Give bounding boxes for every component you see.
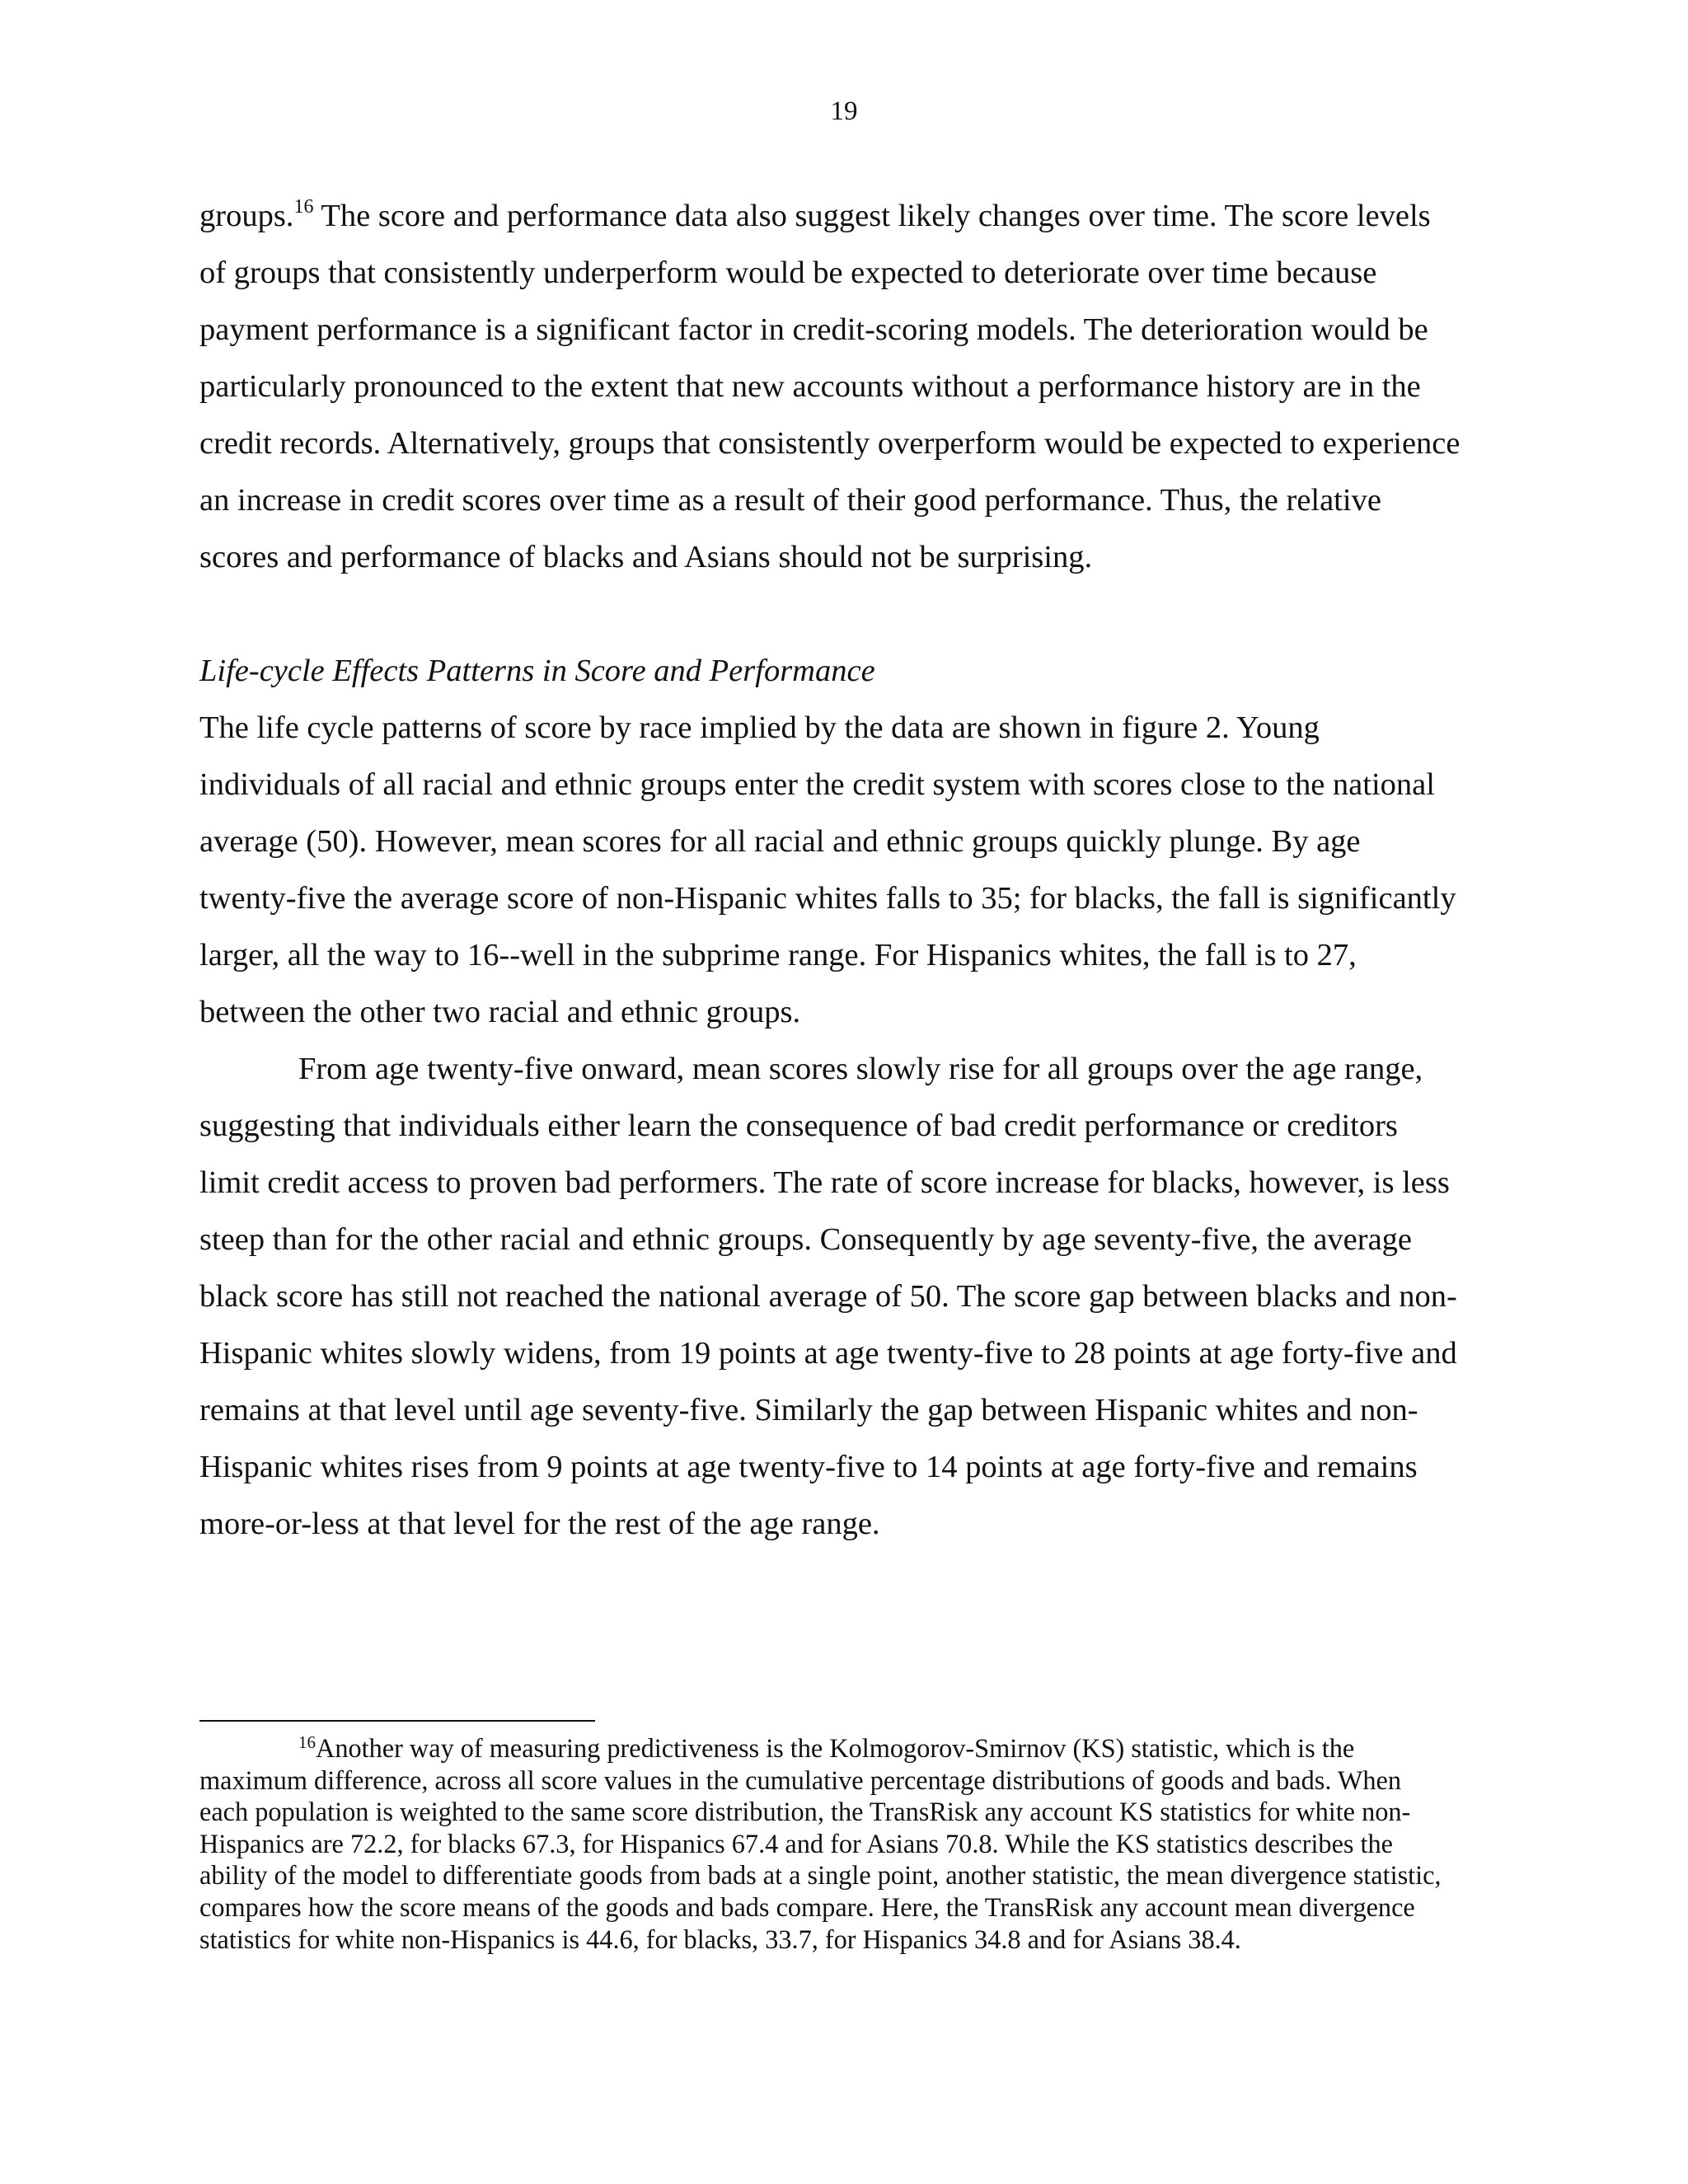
section-heading: Life-cycle Effects Patterns in Score and Performance (199, 654, 875, 688)
paragraph-1 (199, 188, 1461, 586)
body-text (199, 188, 1461, 1553)
paragraph-1-text: The score and performance data also suggest likely changes over time. The score levels of groups that consistently underperform would be expected to deteriorate over time because payment performance is a significant factor in credit-scoring models. The deterioration would be particularly pronounced to the extent that new accounts without a performance history are in the credit records. Alternatively, groups that consistently overperform would be expected to experience an increase in credit scores over time as a result of their good performance. Thus, the relative scores and performance of blacks and Asians should not be surprising. (199, 199, 1461, 574)
footnote-divider (199, 1720, 595, 1722)
page-number: 19 (830, 96, 858, 126)
footnote-text: Another way of measuring predictiveness is the Kolmogorov-Smirnov (KS) statistic, which is the maximum difference, across all score values in the cumulative percentage distributions of goods and bads. When each population is weighted to the same score distribution, the TransRisk any account KS statistics for white non-Hispanics are 72.2, for blacks 67.3, for Hispanics 67.4 and for Asians 70.8. While the KS statistics describes the ability of the model to differentiate goods from bads at a single point, another statistic, the mean divergence statistic, compares how the score means of the goods and bads compare. Here, the TransRisk any account mean divergence statistics for white non-Hispanics is 44.6, for blacks, 33.7, for Hispanics 34.8 and for Asians 38.4. (199, 1733, 1442, 1954)
paragraph-2: The life cycle patterns of score by race implied by the data are shown in figure 2. Young individuals of all racial and ethnic groups enter the credit system with scores close to the national average (50). However, mean scores for all racial and ethnic groups quickly plunge. By age twenty-five the average score of non-Hispanic whites falls to 35; for blacks, the fall is significantly larger, all the way to 16--well in the subprime range. For Hispanics whites, the fall is to 27, between the other two racial and ethnic groups. (199, 710, 1456, 1029)
paragraph-3: From age twenty-five onward, mean scores slowly rise for all groups over the age range, suggesting that individuals either learn the consequence of bad credit performance or creditors limit credit access to proven bad performers. The rate of score increase for blacks, however, is less steep than for the other racial and ethnic groups. Consequently by age seventy-five, the average black score has still not reached the national average of 50. The score gap between blacks and non-Hispanic whites slowly widens, from 19 points at age twenty-five to 28 points at age forty-five and remains at that level until age seventy-five. Similarly the gap between Hispanic whites and non-Hispanic whites rises from 9 points at age twenty-five to 14 points at age forty-five and remains more-or-less at that level for the rest of the age range. (199, 1052, 1457, 1541)
paragraph-1-lead: groups. (199, 199, 294, 233)
footnote-marker: 16 (298, 1732, 316, 1752)
footnote-ref-16[interactable]: 16 (293, 196, 314, 218)
footnote-16 (199, 1732, 1452, 1955)
